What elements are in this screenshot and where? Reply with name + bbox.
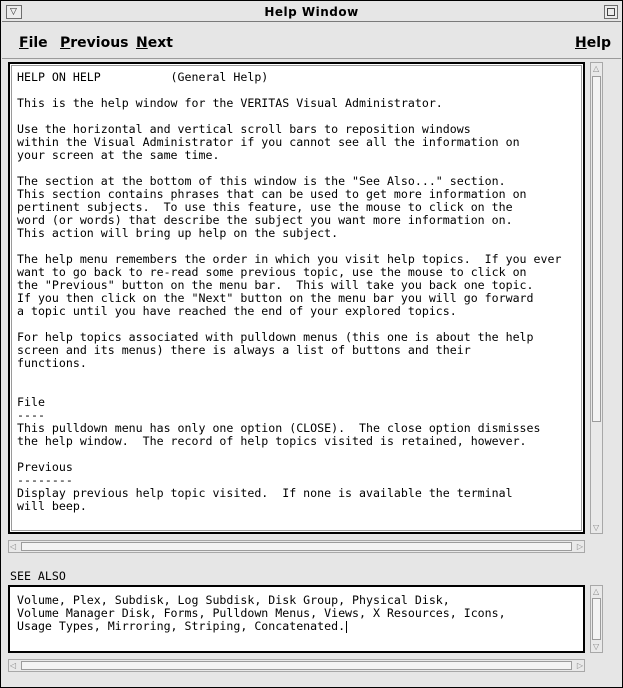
see-also-text[interactable] <box>17 594 506 633</box>
menu-bar <box>2 23 621 59</box>
menu-help[interactable]: Help <box>575 35 612 51</box>
see-also-horizontal-scroll-thumb[interactable] <box>21 661 572 670</box>
see-also-label: SEE ALSO <box>10 569 66 583</box>
maximize-icon <box>607 8 615 16</box>
menu-previous[interactable]: Previous <box>60 35 129 51</box>
scroll-up-arrow-icon[interactable]: △ <box>593 587 600 596</box>
see-also-vertical-scrollbar[interactable] <box>590 585 603 653</box>
see-also-horizontal-scrollbar[interactable] <box>8 659 585 672</box>
title-bar[interactable] <box>2 2 621 22</box>
window-title: Help Window <box>264 5 359 19</box>
scroll-left-arrow-icon[interactable]: ◁ <box>10 661 17 670</box>
chevron-down-icon: ▽ <box>10 7 17 17</box>
see-also-pane[interactable] <box>8 585 585 653</box>
help-horizontal-scrollbar[interactable] <box>8 540 585 553</box>
scroll-up-arrow-icon[interactable]: △ <box>593 64 600 73</box>
help-text-pane[interactable] <box>8 62 585 534</box>
menu-next[interactable]: Next <box>136 35 173 51</box>
scroll-right-arrow-icon[interactable]: ▷ <box>576 661 583 670</box>
scroll-left-arrow-icon[interactable]: ◁ <box>10 542 17 551</box>
see-also-vertical-scroll-thumb[interactable] <box>592 598 601 640</box>
see-also-links[interactable]: Volume, Plex, Subdisk, Log Subdisk, Disk Group, Physical Disk, Volume Manager Disk, Forms, Pulldown Menus, Views, X Resources, Icons, Usage Types, Mirroring, Striping, Concatenated. <box>17 593 506 633</box>
maximize-button[interactable] <box>604 5 618 19</box>
scroll-down-arrow-icon[interactable]: ▽ <box>593 523 600 532</box>
help-horizontal-scroll-thumb[interactable] <box>21 542 572 551</box>
help-vertical-scroll-thumb[interactable] <box>592 76 601 422</box>
text-cursor <box>346 621 347 633</box>
help-vertical-scrollbar[interactable] <box>590 62 603 534</box>
menu-file[interactable]: File <box>19 35 48 51</box>
scroll-down-arrow-icon[interactable]: ▽ <box>593 642 600 651</box>
scroll-right-arrow-icon[interactable]: ▷ <box>576 542 583 551</box>
help-text: HELP ON HELP (General Help) This is the help window for the VERITAS Visual Administrator. Use the horizontal and vertical scroll bars to reposition windows within the Visual Administrator if you cannot see all the information on your screen at the same time. The section at the bottom of this window is the "See Also..." section. This section contains phrases that can be used to get more information on pertinent subjects. To use this feature, use the mouse to click on the word (or words) that describe the subject you want more information on. This action will bring up help on the subject. The help menu remembers the order in which you visit help topics. If you ever want to go back to re-read some previous topic, use the mouse to click on the "Previous" button on the menu bar. This will take you back one topic. If you then click on the "Next" button on the menu bar you will go forward a topic until you have reached the end of your explored topics. For help topics associated with pulldown menus (this one is about the help screen and its menus) there is always a list of buttons and their functions. File ---- This pulldown menu has only one option (CLOSE). The close option dismisses the help window. The record of help topics visited is retained, however. Previous -------- Display previous help topic visited. If none is available the terminal will beep. <box>17 70 562 513</box>
